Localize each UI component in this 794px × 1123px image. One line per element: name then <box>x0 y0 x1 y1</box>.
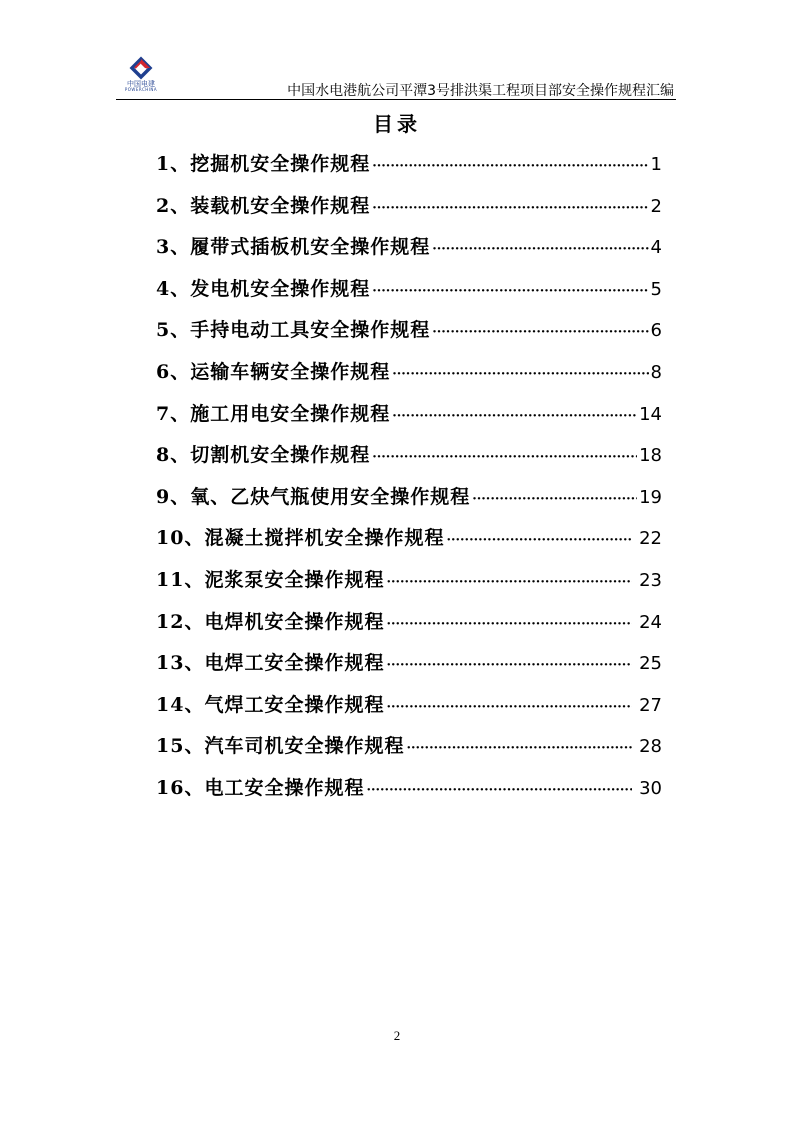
toc-entry-page: 2 <box>650 195 662 217</box>
toc-title: 目录 <box>373 112 421 136</box>
toc-entry[interactable] <box>156 768 662 810</box>
toc-entry-page: 22 <box>639 528 662 550</box>
toc-leader-dots <box>386 687 632 729</box>
toc-entry[interactable] <box>156 227 662 269</box>
toc-entry-page: 5 <box>650 278 662 300</box>
table-of-contents <box>156 144 662 810</box>
toc-entry[interactable] <box>156 602 662 644</box>
toc-entry-page: 27 <box>639 694 662 716</box>
toc-entry[interactable] <box>156 726 662 768</box>
toc-entry-label: 8、切割机安全操作规程 <box>156 444 371 467</box>
toc-leader-dots <box>372 271 648 313</box>
toc-entry[interactable] <box>156 643 662 685</box>
logo-text: 中国电建 <box>127 80 155 88</box>
toc-entry-page: 19 <box>639 486 662 508</box>
page-number: 2 <box>393 1028 401 1043</box>
toc-entry-label: 5、手持电动工具安全操作规程 <box>156 319 431 342</box>
toc-entry-label: 2、装载机安全操作规程 <box>156 194 371 217</box>
toc-entry-page: 8 <box>650 361 662 383</box>
toc-leader-dots <box>406 728 632 770</box>
toc-entry-page: 30 <box>639 777 662 799</box>
toc-entry[interactable] <box>156 477 662 519</box>
toc-entry-label: 12、电焊机安全操作规程 <box>156 610 385 633</box>
toc-entry-label: 4、发电机安全操作规程 <box>156 277 371 300</box>
toc-entry-label: 11、泥浆泵安全操作规程 <box>156 568 385 591</box>
toc-entry-page: 18 <box>639 445 662 467</box>
toc-entry[interactable] <box>156 352 662 394</box>
toc-leader-dots <box>372 437 637 479</box>
toc-entry-label: 16、电工安全操作规程 <box>156 776 365 799</box>
toc-entry-page: 6 <box>650 320 662 342</box>
toc-entry[interactable] <box>156 310 662 352</box>
toc-leader-dots <box>446 520 632 562</box>
toc-leader-dots <box>432 229 648 271</box>
toc-entry[interactable] <box>156 685 662 727</box>
company-logo <box>118 56 164 92</box>
toc-entry-label: 1、挖掘机安全操作规程 <box>156 153 371 175</box>
toc-entry[interactable] <box>156 560 662 602</box>
toc-leader-dots <box>372 146 648 188</box>
toc-entry[interactable] <box>156 186 662 228</box>
toc-entry-label: 3、履带式插板机安全操作规程 <box>156 236 431 259</box>
toc-leader-dots <box>386 562 632 604</box>
toc-entry[interactable] <box>156 435 662 477</box>
toc-leader-dots <box>366 770 632 812</box>
toc-entry-label: 14、气焊工安全操作规程 <box>156 693 385 716</box>
logo-subtext: POWERCHINA <box>124 87 158 92</box>
toc-leader-dots <box>472 479 637 521</box>
toc-entry-label: 15、汽车司机安全操作规程 <box>156 735 405 758</box>
toc-entry-label: 7、施工用电安全操作规程 <box>156 402 391 425</box>
toc-entry-label: 13、电焊工安全操作规程 <box>156 652 385 675</box>
running-header: 中国水电港航公司平潭3号排洪渠工程项目部安全操作规程汇编 <box>287 83 674 99</box>
toc-entry-page: 23 <box>639 569 662 591</box>
toc-entry-page: 1 <box>650 154 662 175</box>
toc-leader-dots <box>386 604 632 646</box>
toc-leader-dots <box>392 354 648 396</box>
toc-entry[interactable] <box>156 394 662 436</box>
toc-leader-dots <box>392 396 637 438</box>
toc-entry-page: 4 <box>650 237 662 259</box>
toc-entry-label: 10、混凝土搅拌机安全操作规程 <box>156 527 445 550</box>
toc-leader-dots <box>372 188 648 230</box>
toc-entry-page: 14 <box>639 403 662 425</box>
toc-entry-page: 24 <box>639 611 662 633</box>
toc-entry-label: 9、氧、乙炔气瓶使用安全操作规程 <box>156 485 471 508</box>
powerchina-logo-icon <box>118 56 164 80</box>
toc-entry[interactable] <box>156 269 662 311</box>
toc-entry[interactable] <box>156 144 662 186</box>
toc-entry-page: 28 <box>639 736 662 758</box>
header-rule <box>116 99 676 100</box>
toc-entry-page: 25 <box>639 653 662 675</box>
toc-leader-dots <box>432 312 648 354</box>
toc-entry[interactable] <box>156 518 662 560</box>
toc-entry-label: 6、运输车辆安全操作规程 <box>156 360 391 383</box>
toc-leader-dots <box>386 645 632 687</box>
